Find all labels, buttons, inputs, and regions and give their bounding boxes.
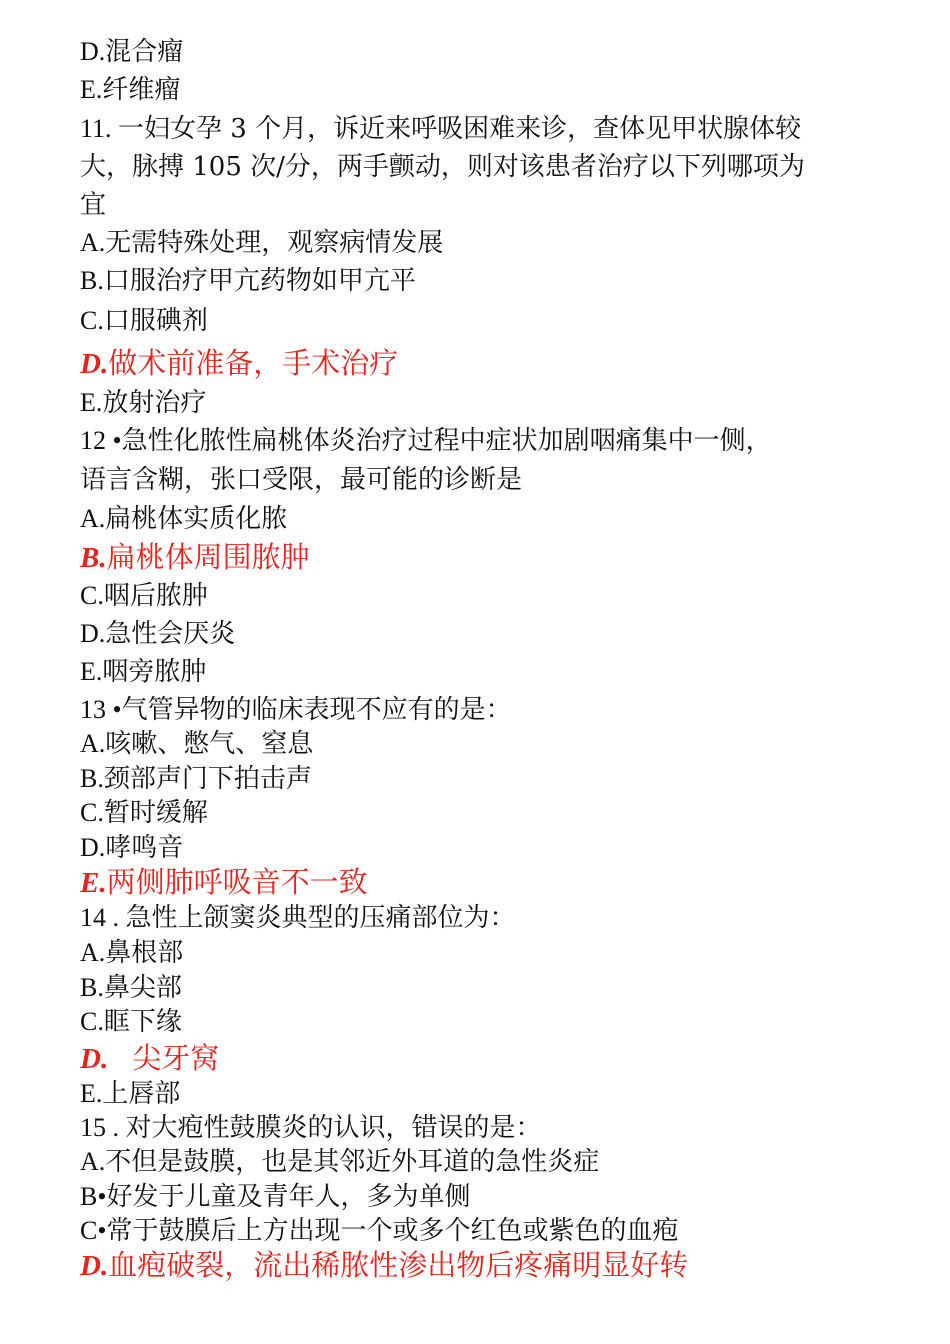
text-line	[80, 424, 772, 458]
line-prefix: D.	[80, 348, 109, 380]
line-text: 做术前准备，手术治疗	[108, 346, 399, 380]
text-line	[80, 226, 443, 260]
line-prefix: E.	[80, 388, 103, 417]
line-text: 眶下缘	[103, 1007, 182, 1037]
line-text: 暂时缓解	[103, 798, 208, 828]
text-line	[80, 463, 522, 497]
text-line	[80, 188, 106, 222]
answer-option-line	[80, 1248, 688, 1283]
text-line	[80, 901, 516, 935]
line-text: 放射治疗	[102, 388, 207, 418]
line-prefix: A.	[80, 729, 106, 758]
line-prefix: D.	[80, 619, 106, 648]
line-prefix: 12 •	[80, 426, 122, 455]
line-prefix: E.	[80, 1079, 103, 1108]
line-text: 急性上颌窦炎典型的压痛部位为：	[125, 903, 516, 933]
text-line	[80, 617, 235, 651]
line-prefix: 11.	[80, 114, 119, 143]
line-prefix: E.	[80, 867, 107, 899]
text-line	[80, 1214, 678, 1248]
line-prefix: C•	[80, 1216, 107, 1245]
line-prefix: 13 •	[80, 695, 122, 724]
line-prefix: C.	[80, 1007, 104, 1036]
text-line	[80, 693, 512, 727]
line-prefix: B.	[80, 542, 107, 574]
line-prefix: B.	[80, 266, 104, 295]
line-text: 咳嗽、憋气、窒息	[105, 729, 314, 759]
text-line	[80, 73, 180, 107]
line-text: 语言含糊，张口受限，最可能的诊断是	[80, 465, 523, 495]
line-text: 无需特殊处理，观察病情发展	[105, 228, 444, 258]
text-line	[80, 35, 183, 69]
line-text: 好发于儿童及青年人，多为单侧	[106, 1182, 471, 1212]
line-text: 扁桃体实质化脓	[105, 504, 288, 534]
line-text: 对大疱性鼓膜炎的认识，错误的是：	[125, 1113, 542, 1143]
line-text: 尖牙窝	[132, 1041, 220, 1075]
line-prefix: A.	[80, 228, 106, 257]
text-line	[80, 971, 182, 1005]
line-prefix: B.	[80, 973, 104, 1002]
line-text: 纤维瘤	[102, 75, 181, 105]
line-prefix: B•	[80, 1182, 107, 1211]
text-line	[80, 1077, 180, 1111]
line-text: 宜	[80, 190, 107, 220]
line-text: 上唇部	[102, 1079, 181, 1109]
text-line	[80, 502, 287, 536]
line-prefix: D.	[80, 1043, 109, 1075]
line-prefix: E.	[80, 75, 103, 104]
line-text: 颈部声门下拍击声	[103, 764, 312, 794]
answer-option-line	[80, 346, 398, 381]
line-text: 血疱破裂，流出稀脓性渗出物后疼痛明显好转	[108, 1248, 689, 1282]
line-prefix: 15 .	[80, 1113, 126, 1142]
line-prefix: A.	[80, 938, 106, 967]
line-text: 咽旁脓肿	[102, 657, 207, 687]
line-text: 混合瘤	[105, 37, 184, 67]
answer-option-line	[80, 540, 310, 575]
text-line	[80, 796, 208, 830]
line-prefix: D.	[80, 1250, 109, 1282]
text-line	[80, 386, 206, 420]
line-prefix: A.	[80, 1147, 106, 1176]
line-text: 两侧肺呼吸音不一致	[106, 865, 368, 899]
line-text: 一妇女孕 3 个月，诉近来呼吸困难来诊，查体见甲状腺体较	[118, 114, 802, 144]
text-line	[80, 1005, 182, 1039]
line-text: 大，脉搏 105 次/分，两手颤动，则对该患者治疗以下列哪项为	[80, 152, 805, 182]
line-prefix: D.	[80, 833, 106, 862]
line-prefix: C.	[80, 306, 104, 335]
answer-option-line	[80, 1041, 219, 1076]
text-line	[80, 831, 183, 865]
line-text: 常于鼓膜后上方出现一个或多个红色或紫色的血疱	[106, 1216, 679, 1246]
text-line	[80, 936, 183, 970]
line-text: 口服治疗甲亢药物如甲亢平	[103, 266, 416, 296]
line-prefix: 14 .	[80, 903, 126, 932]
line-prefix: A.	[80, 504, 106, 533]
text-line	[80, 727, 313, 761]
line-text: 咽后脓肿	[103, 581, 208, 611]
line-text: 鼻尖部	[103, 973, 182, 1003]
line-prefix: E.	[80, 657, 103, 686]
text-line	[80, 112, 801, 146]
text-line	[80, 762, 312, 796]
text-line	[80, 1145, 599, 1179]
line-prefix: D.	[80, 37, 106, 66]
line-prefix: C.	[80, 581, 104, 610]
answer-option-line	[80, 865, 368, 900]
text-line	[80, 304, 208, 338]
line-text: 急性化脓性扁桃体炎治疗过程中症状加剧咽痛集中一侧，	[121, 426, 772, 456]
line-prefix: C.	[80, 798, 104, 827]
text-line	[80, 579, 208, 613]
text-line	[80, 1180, 470, 1214]
text-line	[80, 1111, 542, 1145]
text-line	[80, 150, 805, 184]
text-line	[80, 264, 416, 298]
line-text: 口服碘剂	[103, 306, 208, 336]
line-prefix: B.	[80, 764, 104, 793]
line-text: 哮鸣音	[105, 833, 184, 863]
line-text: 扁桃体周围脓肿	[106, 540, 310, 574]
text-line	[80, 655, 206, 689]
line-text: 气管异物的临床表现不应有的是：	[121, 695, 512, 725]
line-text: 鼻根部	[105, 938, 184, 968]
line-text: 不但是鼓膜，也是其邻近外耳道的急性炎症	[105, 1147, 600, 1177]
line-text: 急性会厌炎	[105, 619, 236, 649]
